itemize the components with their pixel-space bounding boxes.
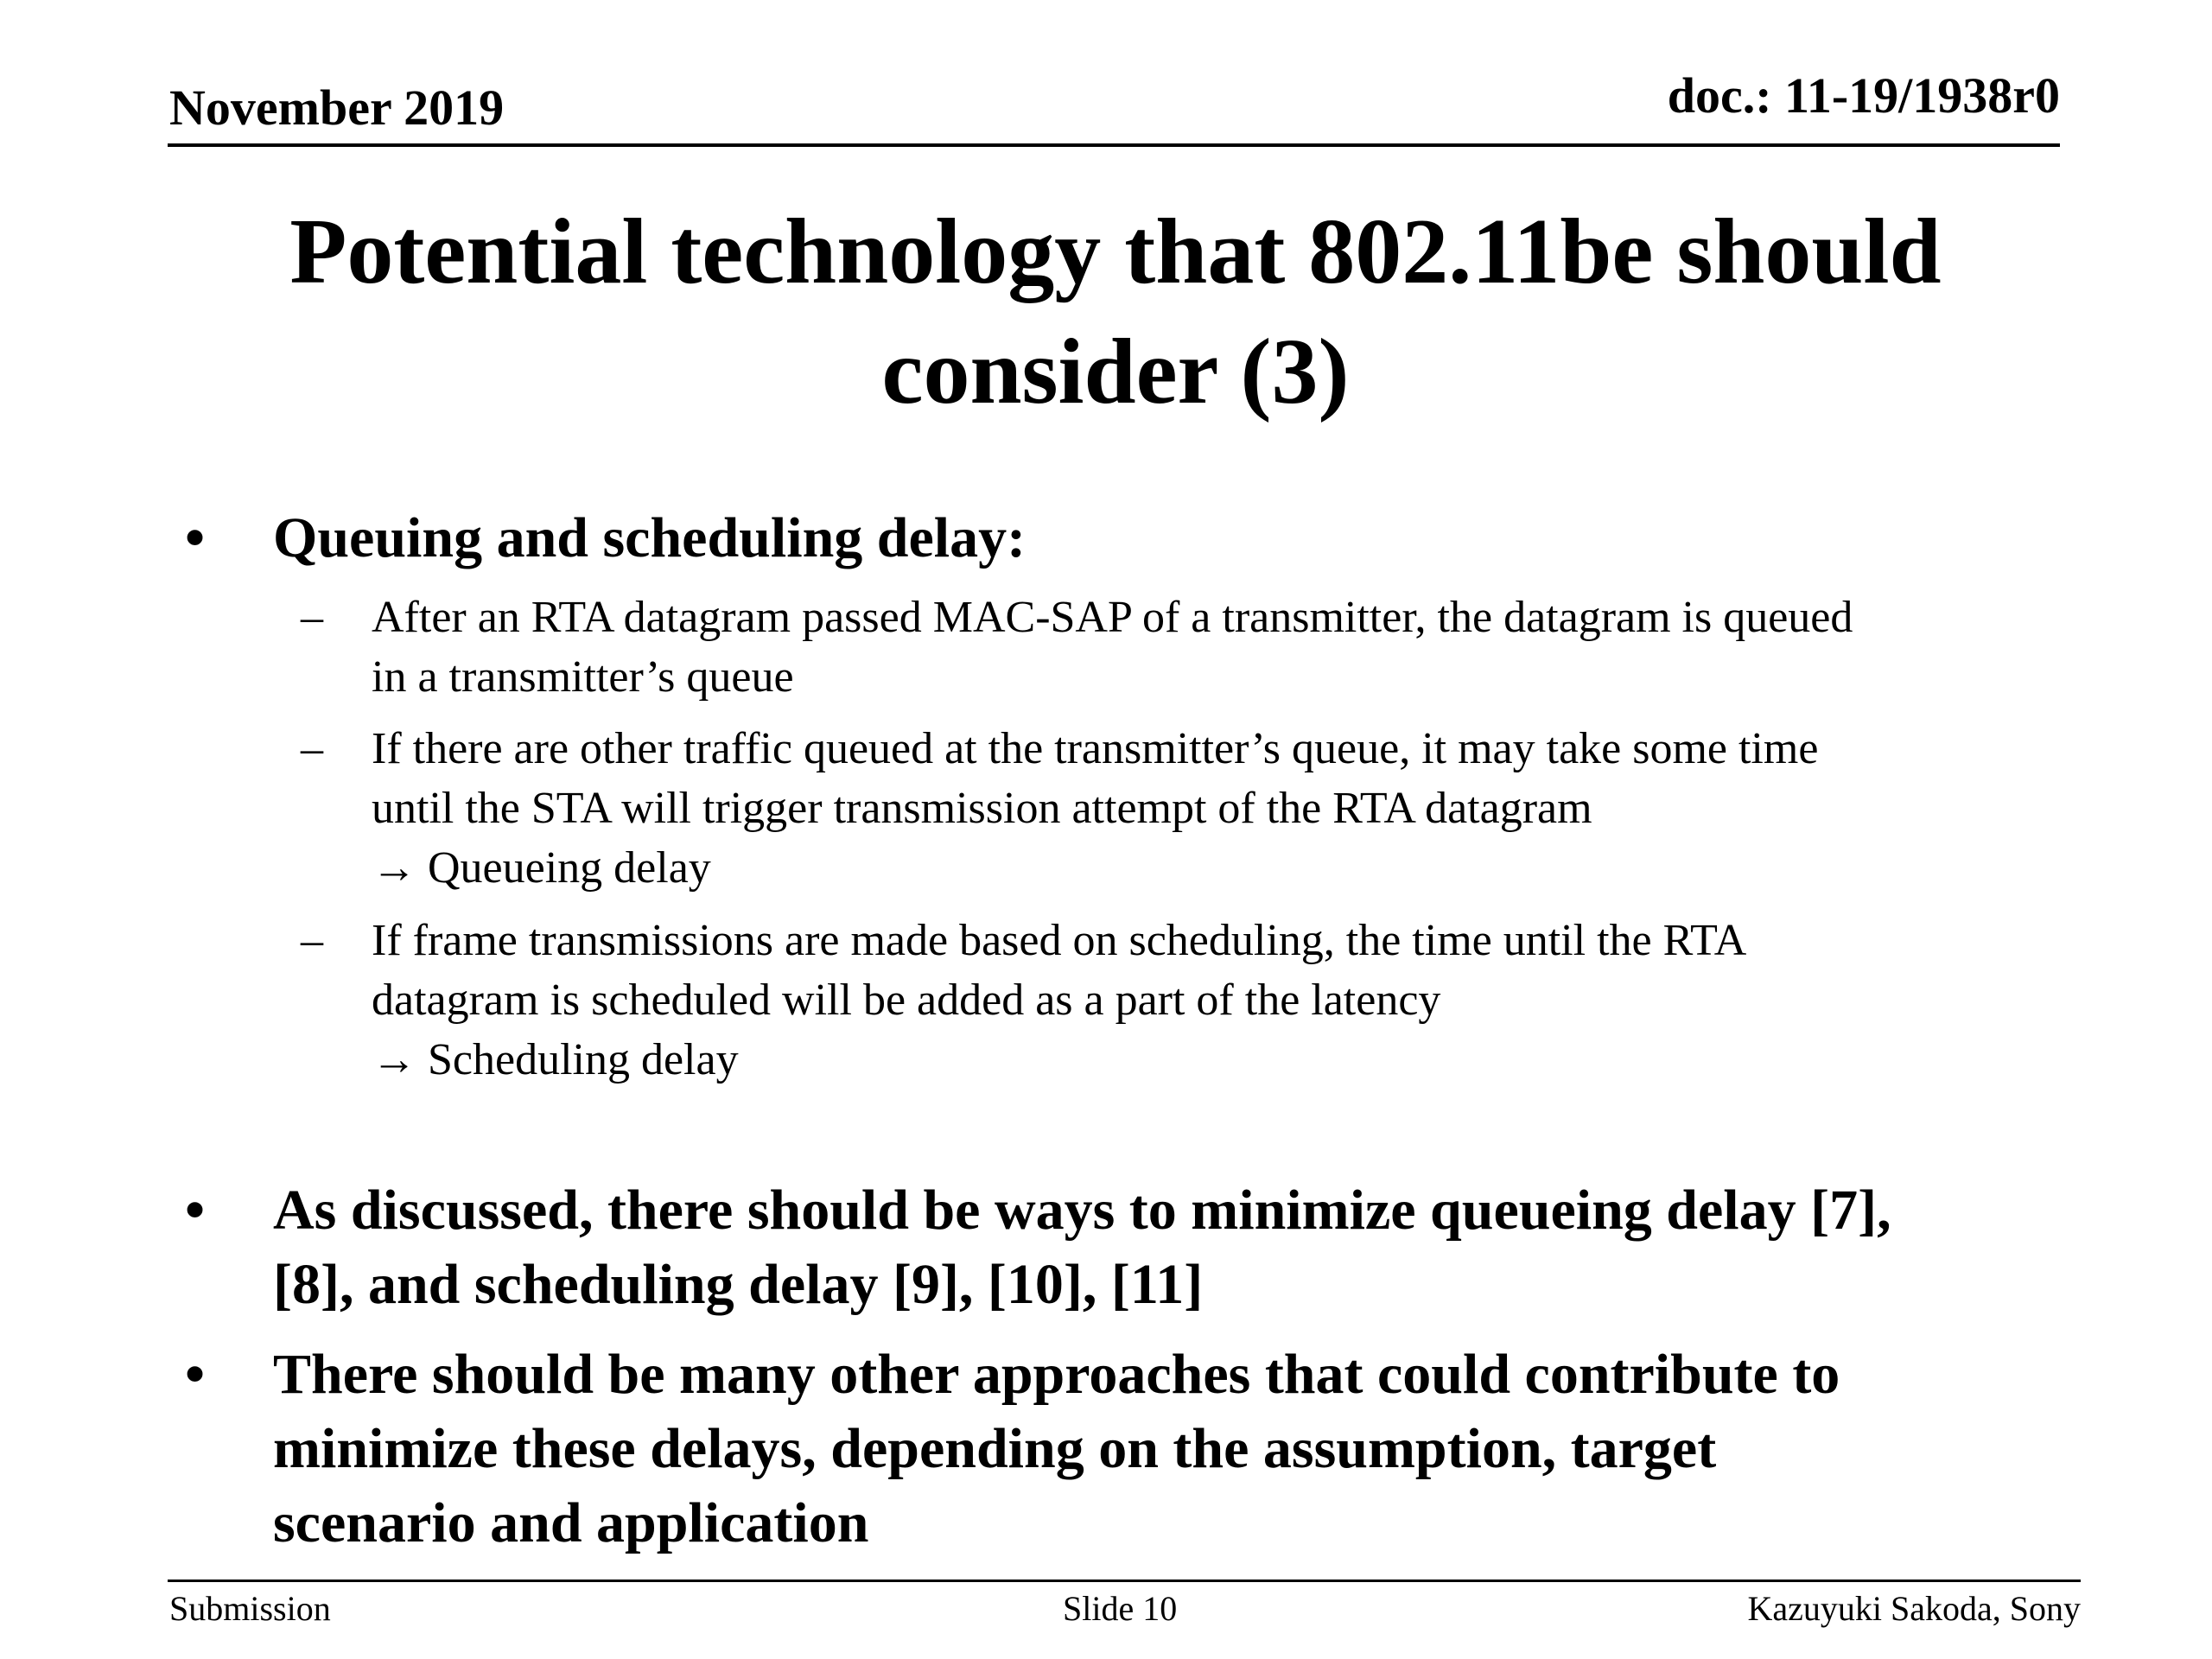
sub-bullet-marker: –	[301, 916, 323, 965]
bullet-line: Queuing and scheduling delay:	[273, 506, 1027, 569]
sub-bullet-line: until the STA will trigger transmission attempt of the RTA datagram	[372, 784, 1592, 833]
sub-bullet-text	[372, 719, 2065, 898]
sub-bullet-line: If frame transmissions are made based on scheduling, the time until the RTA	[372, 916, 1747, 965]
sub-bullet-line: After an RTA datagram passed MAC-SAP of a transmitter, the datagram is queued	[372, 593, 1853, 642]
footer-slide-number: Slide 10	[1063, 1589, 1178, 1628]
bullet-line: [8], and scheduling delay [9], [10], [11]	[273, 1253, 1204, 1316]
sub-bullet-line: datagram is scheduled will be added as a part of the latency	[372, 976, 1441, 1025]
bullet-text	[273, 1338, 2070, 1560]
footer-author: Kazuyuki Sakoda, Sony	[1747, 1589, 2081, 1628]
slide-title-line-1: Potential technology that 802.11be should	[289, 200, 1942, 303]
sub-bullet-line: in a transmitter’s queue	[372, 652, 794, 702]
sub-bullet-marker: –	[301, 593, 323, 642]
bullet-marker: •	[185, 506, 206, 569]
bullet-marker: •	[185, 1179, 206, 1242]
bullet-line: scenario and application	[273, 1491, 869, 1554]
sub-bullet-line: → Scheduling delay	[372, 1035, 739, 1084]
sub-bullet-text	[372, 911, 2065, 1090]
bullet-line: minimize these delays, depending on the assumption, target	[273, 1417, 1717, 1480]
sub-bullet-text	[372, 588, 2065, 707]
footer-submission: Submission	[169, 1589, 331, 1628]
sub-bullet-marker: –	[301, 724, 323, 773]
slide-title	[169, 192, 2062, 432]
header-doc-id: doc.: 11-19/1938r0	[1667, 67, 2060, 124]
footer-rule	[168, 1580, 2081, 1582]
bullet-text	[273, 1173, 2070, 1322]
slide-title-line-2: consider (3)	[881, 321, 1350, 423]
sub-bullet-line: If there are other traffic queued at the transmitter’s queue, it may take some time	[372, 724, 1819, 773]
bullet-text	[273, 501, 2070, 575]
header-date: November 2019	[169, 79, 505, 136]
header-rule	[168, 143, 2060, 147]
bullet-line: As discussed, there should be ways to minimize queueing delay [7],	[273, 1179, 1891, 1242]
bullet-line: There should be many other approaches that could contribute to	[273, 1343, 1840, 1406]
bullet-marker: •	[185, 1343, 206, 1406]
sub-bullet-line: → Queueing delay	[372, 843, 711, 893]
